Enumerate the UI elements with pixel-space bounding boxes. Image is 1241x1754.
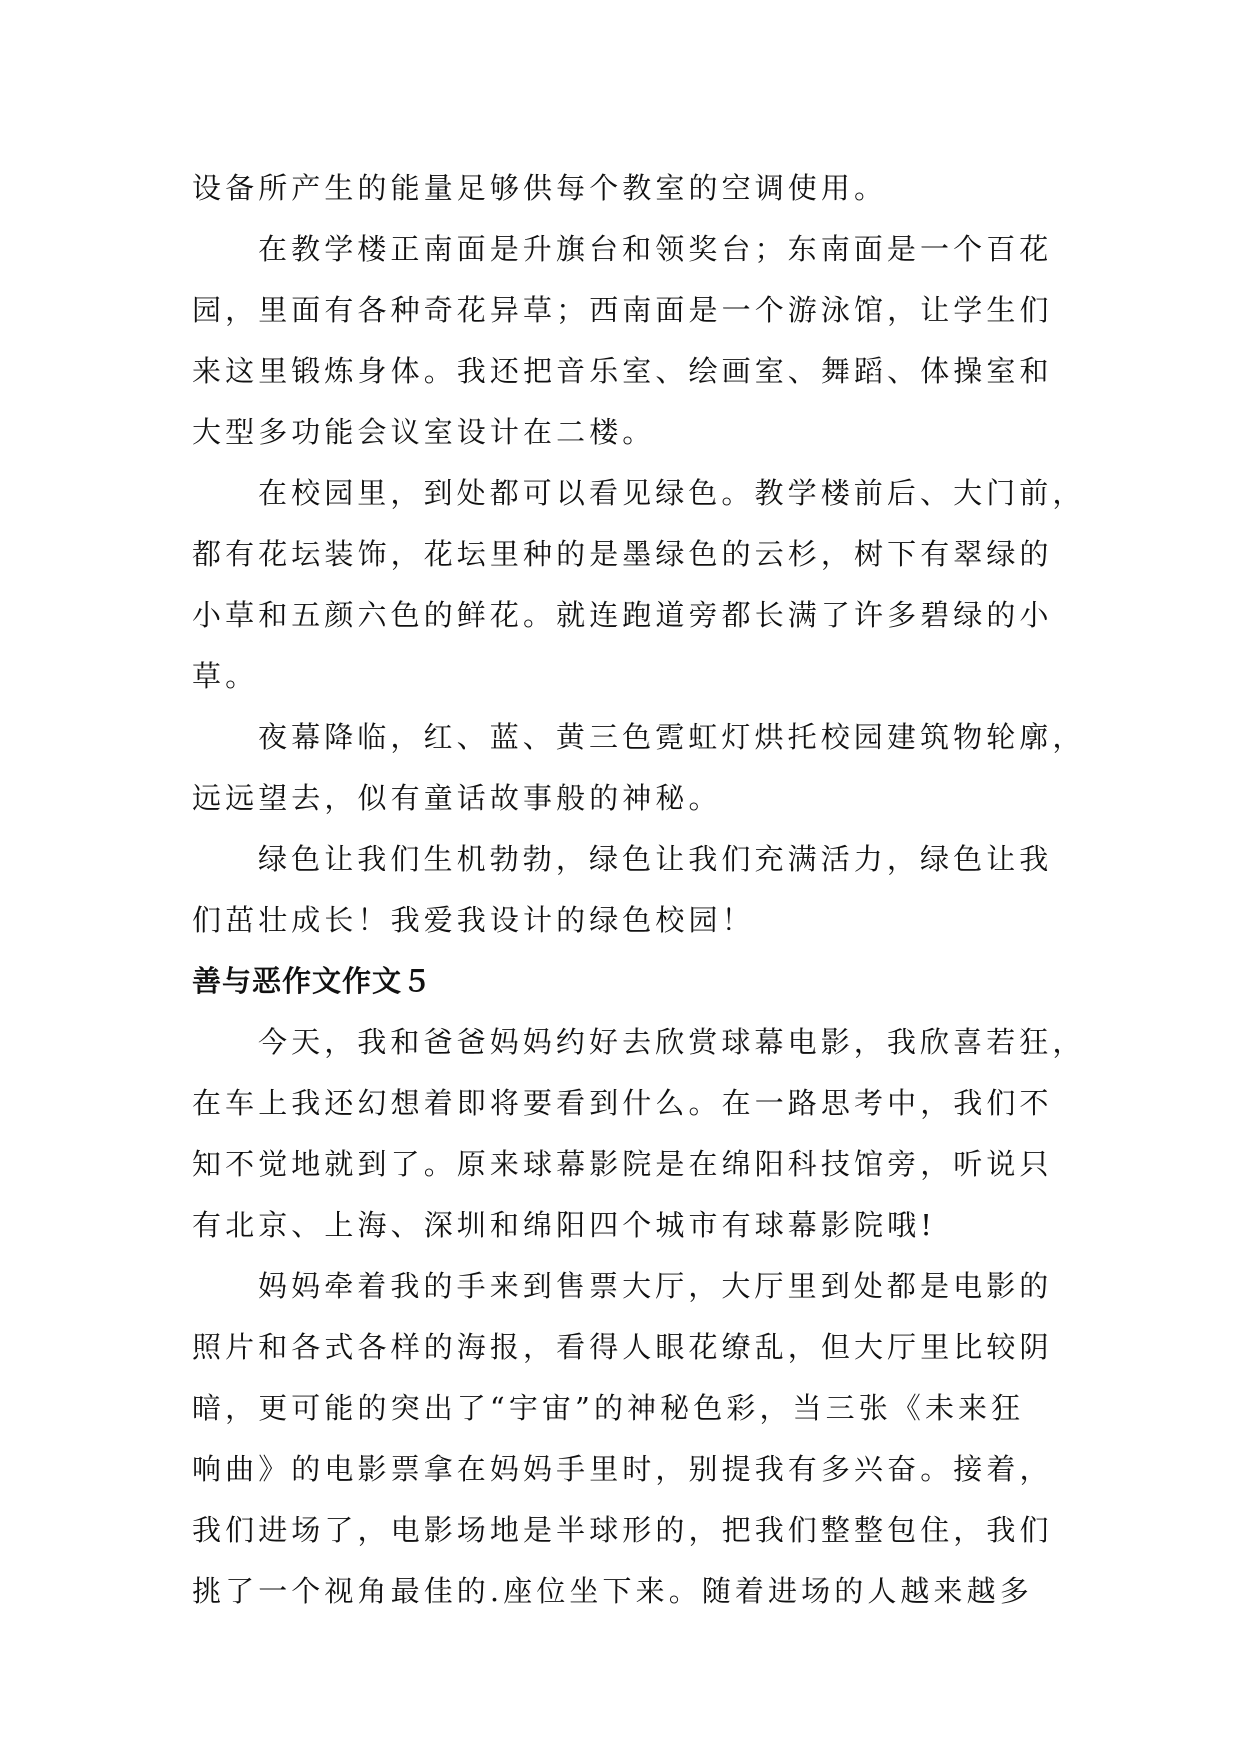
document-page (192, 158, 1086, 1622)
text-line: 在校园里，到处都可以看见绿色。教学楼前后、大门前， (258, 476, 1086, 510)
text-line: 响曲》的电影票拿在妈妈手里时，别提我有多兴奋。接着， (192, 1452, 1053, 1486)
essay-heading: 善与恶作文作文５ (192, 964, 433, 998)
text-line: 暗，更可能的突出了“宇宙”的神秘色彩，当三张《未来狂 (192, 1391, 1025, 1425)
text-line: 有北京、上海、深圳和绵阳四个城市有球幕影院哦! (192, 1208, 936, 1242)
text-line: 大型多功能会议室设计在二楼。 (192, 415, 656, 449)
text-line: 们茁壮成长！我爱我设计的绿色校园！ (192, 903, 755, 937)
text-line: 知不觉地就到了。原来球幕影院是在绵阳科技馆旁，听说只 (192, 1147, 1053, 1181)
text-line: 都有花坛装饰，花坛里种的是墨绿色的云杉，树下有翠绿的 (192, 537, 1053, 571)
paragraph-green-campus (192, 463, 1086, 707)
paragraph-night (192, 707, 1086, 829)
text-line: 远远望去，似有童话故事般的神秘。 (192, 781, 722, 815)
text-line: 在车上我还幻想着即将要看到什么。在一路思考中，我们不 (192, 1086, 1053, 1120)
paragraph-teaching-building (192, 219, 1052, 463)
text-line: 来这里锻炼身体。我还把音乐室、绘画室、舞蹈、体操室和 (192, 354, 1053, 388)
text-line: 我们进场了，电影场地是半球形的，把我们整整包住，我们 (192, 1513, 1053, 1547)
text-line: 今天，我和爸爸妈妈约好去欣赏球幕电影，我欣喜若狂， (258, 1025, 1086, 1059)
paragraph-dome-movie (192, 1012, 1086, 1256)
text-line: 挑了一个视角最佳的.座位坐下来。随着进场的人越来越多 (192, 1574, 1033, 1608)
text-line: 绿色让我们生机勃勃，绿色让我们充满活力，绿色让我 (258, 842, 1053, 876)
text-line: 小草和五颜六色的鲜花。就连跑道旁都长满了许多碧绿的小 (192, 598, 1053, 632)
text-line: 园，里面有各种奇花异草；西南面是一个游泳馆，让学生们 (192, 293, 1053, 327)
text-line: 设备所产生的能量足够供每个教室的空调使用。 (192, 171, 888, 205)
text-line: 在教学楼正南面是升旗台和领奖台；东南面是一个百花 (258, 232, 1053, 266)
paragraph-conclusion (192, 829, 1052, 951)
text-line: 夜幕降临，红、蓝、黄三色霓虹灯烘托校园建筑物轮廓， (258, 720, 1086, 754)
text-line: 草。 (192, 659, 259, 693)
text-line: 妈妈牵着我的手来到售票大厅，大厅里到处都是电影的 (258, 1269, 1053, 1303)
paragraph-ticket-hall (192, 1256, 1052, 1622)
paragraph-continuation (192, 158, 1052, 219)
text-line: 照片和各式各样的海报，看得人眼花缭乱，但大厅里比较阴 (192, 1330, 1053, 1364)
